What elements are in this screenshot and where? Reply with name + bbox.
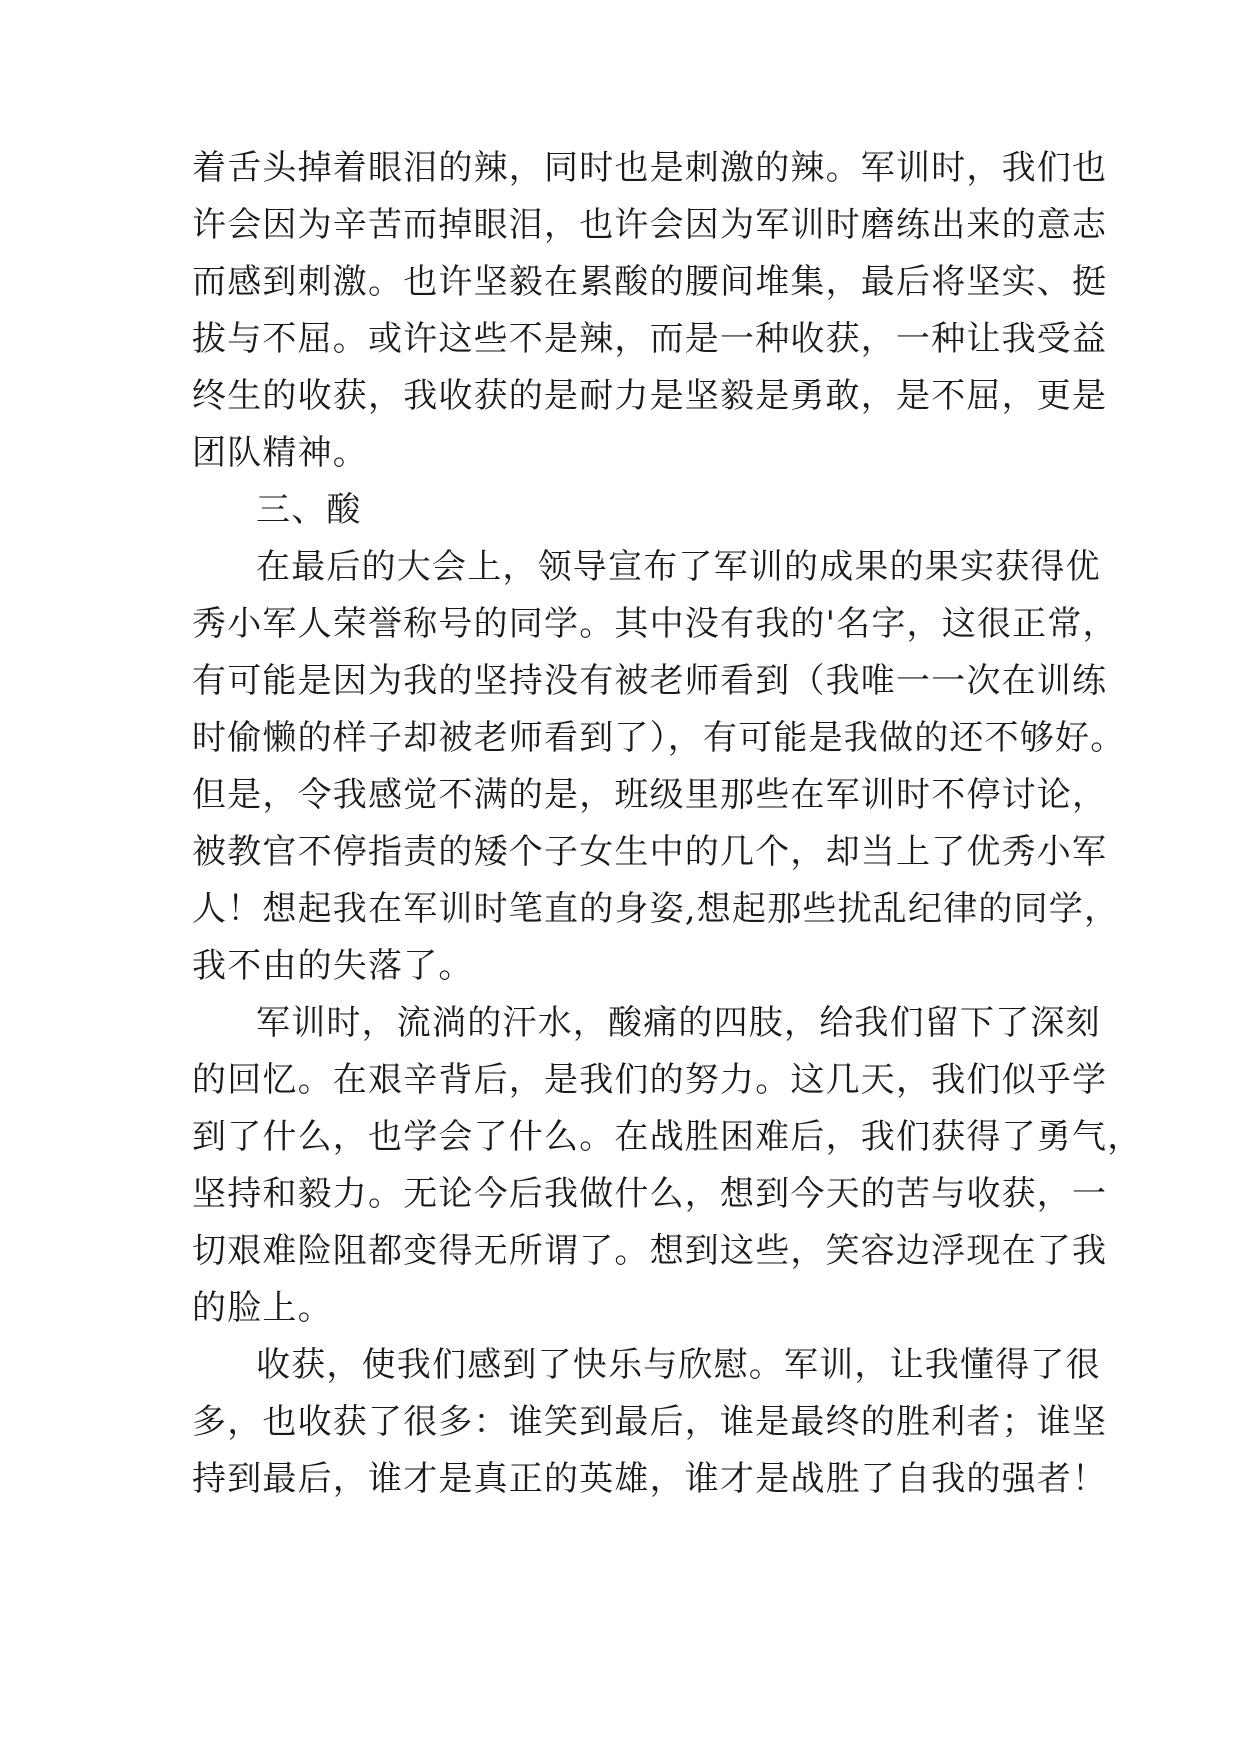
text-line: 持到最后，谁才是真正的英雄，谁才是战胜了自我的强者！	[192, 1459, 1108, 1499]
text-line: 拔与不屈。或许这些不是辣，而是一种收获，一种让我受益	[192, 319, 1108, 359]
text-line: 坚持和毅力。无论今后我做什么，想到今天的苦与收获，一	[192, 1174, 1108, 1214]
text-line: 被教官不停指责的矮个子女生中的几个，却当上了优秀小军	[192, 832, 1108, 872]
text-line: 军训时，流淌的汗水，酸痛的四肢，给我们留下了深刻	[256, 1003, 1101, 1043]
text-line: 多，也收获了很多：谁笑到最后，谁是最终的胜利者；谁坚	[192, 1402, 1108, 1442]
text-line: 团队精神。	[192, 433, 368, 473]
text-line: 着舌头掉着眼泪的辣，同时也是刺激的辣。军训时，我们也	[192, 148, 1108, 188]
text-line: 到了什么，也学会了什么。在战胜困难后，我们获得了勇气，	[192, 1117, 1143, 1157]
text-line: 收获，使我们感到了快乐与欣慰。军训，让我懂得了很	[256, 1345, 1101, 1385]
text-line: 的脸上。	[192, 1288, 333, 1328]
text-line: 切艰难险阻都变得无所谓了。想到这些，笑容边浮现在了我	[192, 1231, 1108, 1271]
section-heading: 三、酸	[256, 490, 362, 530]
text-line: 而感到刺激。也许坚毅在累酸的腰间堆集，最后将坚实、挺	[192, 262, 1108, 302]
text-line: 许会因为辛苦而掉眼泪，也许会因为军训时磨练出来的意志	[192, 205, 1108, 245]
text-line: 人！想起我在军训时笔直的身姿,想起那些扰乱纪律的同学，	[192, 889, 1120, 929]
text-line: 我不由的失落了。	[192, 946, 474, 986]
text-line: 终生的收获，我收获的是耐力是坚毅是勇敢，是不屈，更是	[192, 376, 1108, 416]
text-line: 但是，令我感觉不满的是，班级里那些在军训时不停讨论，	[192, 775, 1108, 815]
text-line: 时偷懒的样子却被老师看到了），有可能是我做的还不够好。	[192, 718, 1126, 758]
text-line: 的回忆。在艰辛背后，是我们的努力。这几天，我们似乎学	[192, 1060, 1108, 1100]
text-line: 有可能是因为我的坚持没有被老师看到（我唯一一次在训练	[192, 661, 1108, 701]
text-line: 在最后的大会上，领导宣布了军训的成果的果实获得优	[256, 547, 1101, 587]
text-line: 秀小军人荣誉称号的同学。其中没有我的'名字，这很正常，	[192, 604, 1118, 644]
